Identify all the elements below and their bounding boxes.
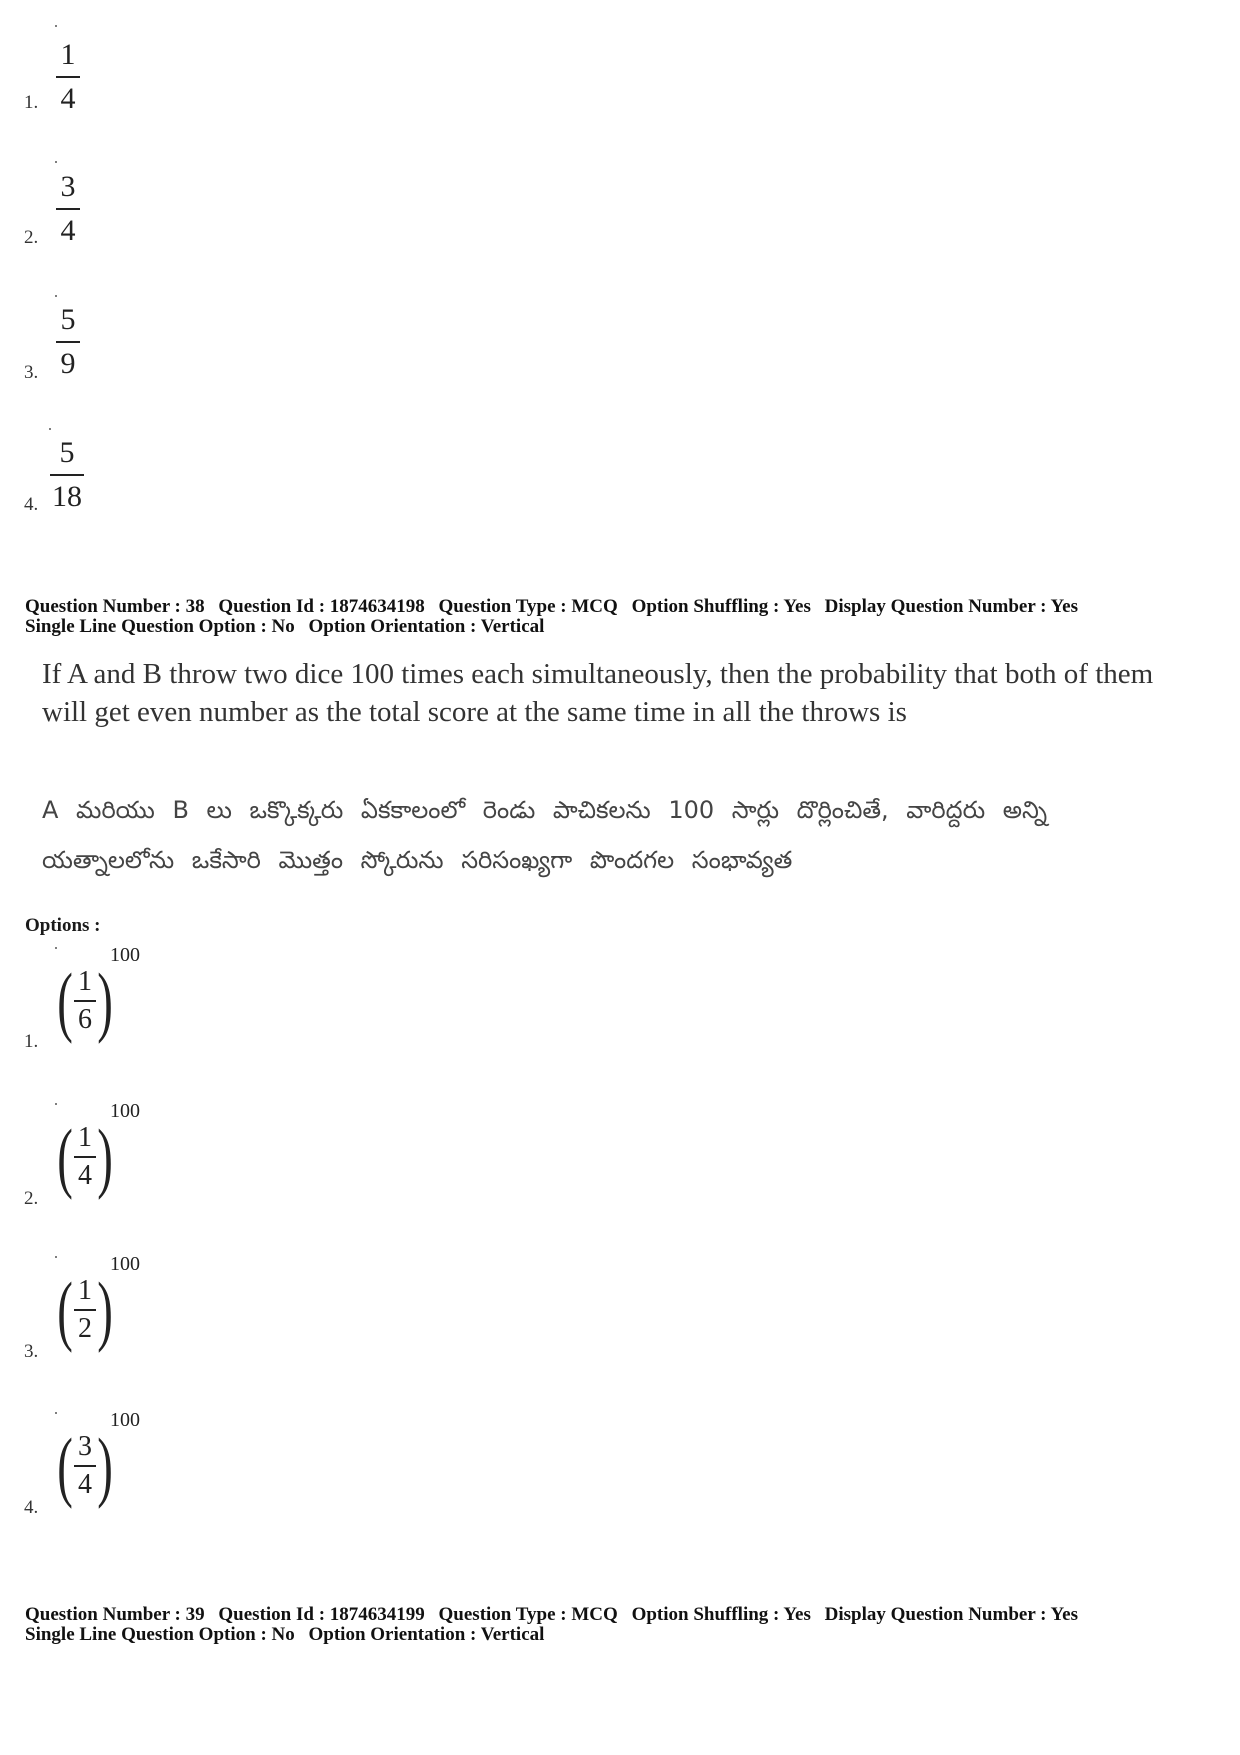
right-paren: ) bbox=[97, 1266, 113, 1353]
question-38-meta-line-1 bbox=[25, 597, 1087, 617]
question-39-meta-line-2 bbox=[25, 1625, 553, 1645]
fraction-bar bbox=[74, 1156, 96, 1158]
fraction-bar bbox=[56, 208, 80, 210]
right-paren: ) bbox=[97, 1113, 113, 1200]
left-paren: ( bbox=[57, 1113, 73, 1200]
exponent: 100 bbox=[110, 944, 140, 966]
options-label: Options : bbox=[25, 915, 101, 936]
question-38-text-telugu: A మరియు B లు ఒక్కొక్కరు ఏకకాలంలో రెండు పాచికలను 100 సార్లు దొర్లించితే, వారిద్దరు అన్ని యత్నాలలోను ఒకేసారి మొత్తం స్కోరును సరిసంఖ్యగా పొందగల సంభావ్యత bbox=[42, 796, 1048, 874]
fraction-bar bbox=[56, 341, 80, 343]
fraction-bar bbox=[56, 76, 80, 78]
denominator: 2 bbox=[77, 1313, 92, 1344]
left-paren: ( bbox=[57, 1422, 73, 1509]
option-shuffling: Option Shuffling : Yes bbox=[631, 1604, 811, 1625]
numerator: 5 bbox=[60, 303, 76, 336]
single-line-question-option: Single Line Question Option : No bbox=[25, 616, 295, 637]
fraction bbox=[74, 1276, 96, 1344]
power-fraction bbox=[52, 1100, 140, 1200]
option-marker-dot bbox=[55, 1256, 57, 1258]
option-orientation: Option Orientation : Vertical bbox=[308, 616, 545, 637]
fraction bbox=[74, 1123, 96, 1191]
numerator: 5 bbox=[59, 436, 75, 469]
right-paren: ) bbox=[97, 1422, 113, 1509]
numerator: 3 bbox=[77, 1431, 92, 1462]
denominator: 4 bbox=[60, 214, 76, 247]
question-type: Question Type : MCQ bbox=[438, 1604, 618, 1625]
right-paren: ) bbox=[97, 957, 113, 1044]
power-fraction bbox=[52, 944, 140, 1044]
question-38-text-english: If A and B throw two dice 100 times each simultaneously, then the probability that both of them will get even number as the total score at the same time in all the throws is bbox=[42, 658, 1154, 728]
denominator: 4 bbox=[77, 1160, 92, 1191]
question-id: Question Id : 1874634199 bbox=[218, 1604, 425, 1625]
left-paren: ( bbox=[57, 957, 73, 1044]
option-number: 4. bbox=[24, 1497, 39, 1518]
option-marker-dot bbox=[55, 1103, 57, 1105]
option-marker-dot bbox=[55, 25, 57, 27]
display-question-number: Display Question Number : Yes bbox=[824, 1604, 1078, 1625]
question-id: Question Id : 1874634198 bbox=[218, 596, 425, 617]
question-number: Question Number : 38 bbox=[25, 596, 205, 617]
question-38-meta-line-2 bbox=[25, 617, 553, 637]
fraction-bar bbox=[74, 1000, 96, 1002]
option-orientation: Option Orientation : Vertical bbox=[308, 1624, 545, 1645]
option-number: 2. bbox=[24, 227, 39, 248]
denominator: 4 bbox=[77, 1469, 92, 1500]
option-shuffling: Option Shuffling : Yes bbox=[631, 596, 811, 617]
display-question-number: Display Question Number : Yes bbox=[824, 596, 1078, 617]
fraction-bar bbox=[74, 1465, 96, 1467]
fraction bbox=[50, 436, 84, 514]
option-number: 4. bbox=[24, 494, 39, 515]
option-marker-dot bbox=[55, 161, 57, 163]
denominator: 6 bbox=[77, 1004, 92, 1035]
single-line-question-option: Single Line Question Option : No bbox=[25, 1624, 295, 1645]
question-number: Question Number : 39 bbox=[25, 1604, 205, 1625]
exponent: 100 bbox=[110, 1409, 140, 1431]
fraction-bar bbox=[74, 1309, 96, 1311]
option-number: 3. bbox=[24, 362, 39, 383]
power-fraction bbox=[52, 1409, 140, 1509]
denominator: 4 bbox=[60, 82, 76, 115]
fraction-bar bbox=[50, 474, 84, 476]
option-marker-dot bbox=[49, 428, 51, 430]
option-marker-dot bbox=[55, 1412, 57, 1414]
fraction bbox=[74, 1432, 96, 1500]
exponent: 100 bbox=[110, 1253, 140, 1275]
option-number: 3. bbox=[24, 1341, 39, 1362]
option-number: 1. bbox=[24, 92, 39, 113]
numerator: 3 bbox=[60, 170, 76, 203]
power-fraction bbox=[52, 1253, 140, 1353]
denominator: 9 bbox=[60, 347, 76, 380]
fraction bbox=[56, 303, 80, 381]
numerator: 1 bbox=[77, 1122, 92, 1153]
fraction bbox=[56, 170, 80, 248]
numerator: 1 bbox=[60, 38, 76, 71]
numerator: 1 bbox=[77, 966, 92, 997]
denominator: 18 bbox=[52, 480, 82, 513]
question-39-meta-line-1 bbox=[25, 1605, 1087, 1625]
numerator: 1 bbox=[77, 1275, 92, 1306]
question-type: Question Type : MCQ bbox=[438, 596, 618, 617]
left-paren: ( bbox=[57, 1266, 73, 1353]
fraction bbox=[56, 38, 80, 116]
option-marker-dot bbox=[55, 295, 57, 297]
option-marker-dot bbox=[55, 947, 57, 949]
fraction bbox=[74, 967, 96, 1035]
option-number: 1. bbox=[24, 1031, 39, 1052]
exponent: 100 bbox=[110, 1100, 140, 1122]
option-number: 2. bbox=[24, 1188, 39, 1209]
